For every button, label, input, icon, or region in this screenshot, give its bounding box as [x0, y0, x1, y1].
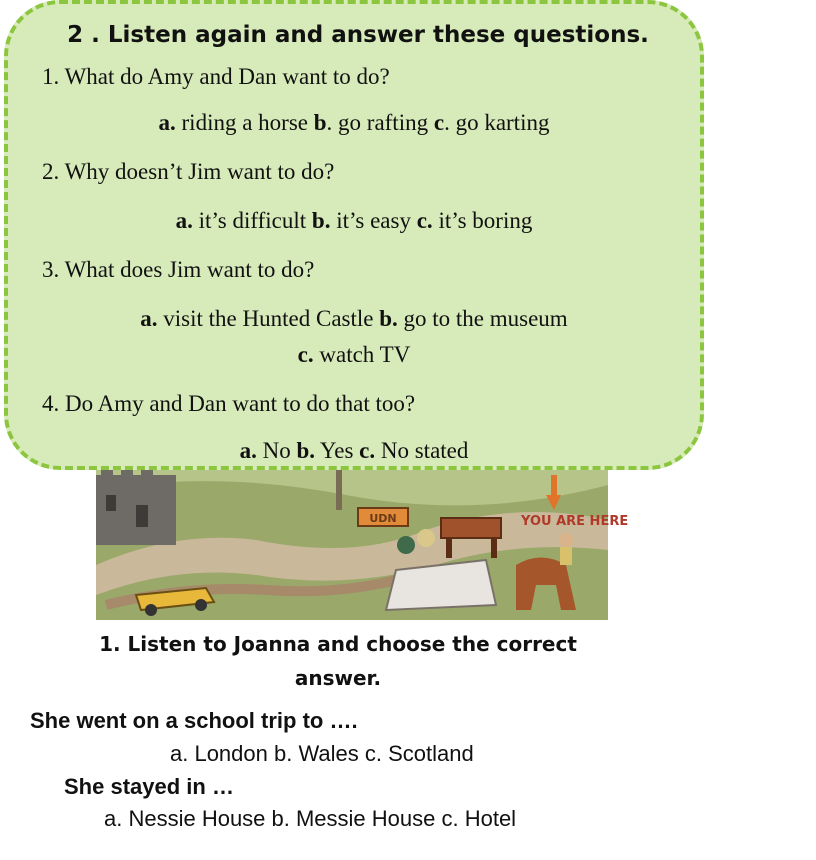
question-2: 2. Why doesn’t Jim want to do? [42, 159, 335, 184]
exercise-1-prompt-1: She went on a school trip to …. [30, 708, 358, 733]
option-text: watch TV [313, 342, 411, 367]
question-1: 1. What do Amy and Dan want to do? [42, 64, 390, 89]
question-4-options [8, 438, 700, 464]
question-3-options-line-2 [8, 342, 700, 368]
option-letter: a. [239, 438, 257, 463]
option-text: No stated [375, 438, 469, 463]
option-text: it’s boring [432, 208, 533, 233]
option-letter: c. [359, 438, 376, 463]
exercise-1-prompt-2: She stayed in … [64, 774, 234, 799]
exercise-2-card [4, 0, 704, 470]
exercise-1-heading-line-2: answer. [294, 666, 382, 690]
you-are-here-label: YOU ARE HERE [521, 514, 629, 529]
exercise-2-heading: 2 . Listen again and answer these questions. [67, 22, 649, 48]
option-letter: a. [175, 208, 193, 233]
question-3: 3. What does Jim want to do? [42, 257, 315, 282]
option-text: it’s difficult [192, 208, 312, 233]
option-letter: c. [416, 208, 433, 233]
option-letter: a. [158, 110, 176, 135]
option-letter: b. [311, 208, 331, 233]
exercise-1-heading-line-1: 1. Listen to Joanna and choose the correct [99, 632, 577, 656]
option-letter: b [313, 110, 327, 135]
option-letter: c. [297, 342, 314, 367]
map-scene-drawing [96, 470, 629, 620]
option-letter: b. [379, 306, 398, 331]
map-illustration [96, 470, 629, 620]
option-letter: a. [140, 306, 158, 331]
option-text: riding a horse [175, 110, 314, 135]
option-text: . go karting [444, 110, 550, 135]
option-text: visit the Hunted Castle [157, 306, 380, 331]
question-2-options [8, 208, 700, 234]
option-letter: c [433, 110, 445, 135]
option-text: Yes [315, 438, 360, 463]
question-3-options-line-1 [8, 306, 700, 332]
exercise-1-options-1: a. London b. Wales c. Scotland [170, 741, 474, 766]
option-text: go to the museum [397, 306, 568, 331]
option-text: . go rafting [326, 110, 434, 135]
question-1-options [8, 110, 700, 136]
option-text: No [256, 438, 297, 463]
option-text: it’s easy [330, 208, 417, 233]
option-letter: b. [296, 438, 316, 463]
sign-text: UDN [369, 512, 397, 525]
question-4: 4. Do Amy and Dan want to do that too? [42, 391, 416, 416]
exercise-1-options-2: a. Nessie House b. Messie House c. Hotel [104, 806, 517, 831]
